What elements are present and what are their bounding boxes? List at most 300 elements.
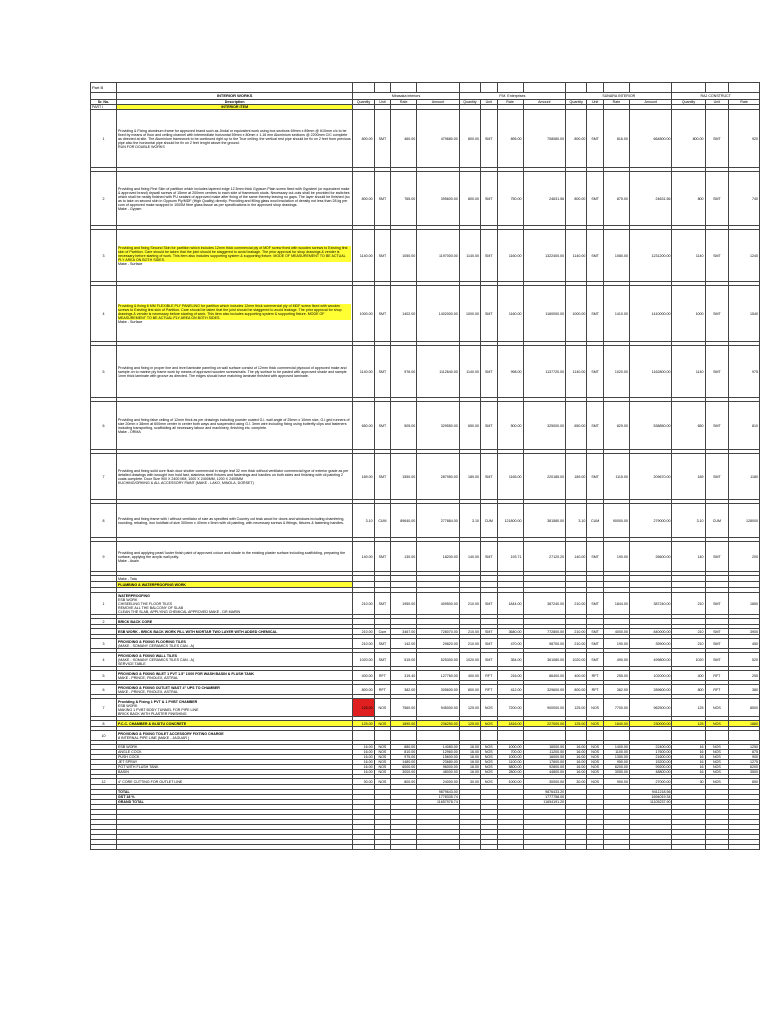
unit-cell: SMT [481, 172, 498, 226]
unit-cell: NOS [705, 750, 729, 755]
unit-cell: NOS [587, 745, 604, 750]
rate-cell: 7700.00 [603, 699, 629, 717]
amount-cell: 387240.00 [629, 593, 672, 615]
total-amount: 11657978.74 [417, 800, 460, 805]
item-row [91, 230, 760, 282]
quantity-cell: 1140.00 [353, 346, 374, 398]
unit-cell: SMT [481, 639, 498, 649]
make-note: Make - Surface [118, 261, 143, 266]
rate-header: Rate [603, 100, 629, 105]
unit-cell: SMT [705, 593, 729, 615]
item-number: 2 [91, 172, 117, 226]
unit-cell: SMT [587, 286, 604, 342]
quantity-cell: 16 [672, 755, 705, 760]
rate-cell: 362.00 [603, 685, 629, 695]
amount-cell: 387240.00 [523, 593, 566, 615]
quantity-cell: 800.00 [353, 110, 374, 168]
quantity-cell: 210.00 [459, 593, 480, 615]
quantity-cell: 16.00 [459, 770, 480, 775]
make-note: Make - Asain [118, 558, 139, 563]
empty-cell [629, 845, 672, 850]
unit-cell: NOS [481, 745, 498, 750]
amount-cell: 329600.00 [523, 685, 566, 695]
rate-cell: 1275 [729, 760, 760, 765]
quantity-cell: 189.00 [459, 454, 480, 500]
unit-cell: SMT [587, 230, 604, 282]
item-number: 10 [91, 731, 117, 741]
plumbing-item-detail: CLEAN THE SLAB, APPLYING CHEMICAL APPROVED MAKE - DR MARIN [118, 609, 241, 614]
unit-cell: NOS [374, 770, 391, 775]
rate-cell: 875 [729, 750, 760, 755]
rate-cell: 975 [729, 346, 760, 398]
unit-cell: NOS [587, 760, 604, 765]
unit-cell: SMT [481, 346, 498, 398]
total-amount: 9876433.20 [523, 790, 566, 795]
quantity-cell: 800.00 [459, 172, 480, 226]
rate-cell: 875.00 [603, 172, 629, 226]
make-note: RUN FOR DOUBLE WORKS [118, 144, 165, 149]
item-number: 3 [91, 639, 117, 649]
quantity-cell: 400.00 [459, 671, 480, 681]
unit-cell: RFT [481, 685, 498, 695]
amount-cell: 102000.00 [629, 671, 672, 681]
rate-cell: 1816.00 [497, 721, 523, 727]
unit-cell: NOS [374, 755, 391, 760]
unit-cell: SMT [587, 454, 604, 500]
unit-cell: SMT [705, 402, 729, 450]
quantity-cell: 650.00 [566, 402, 587, 450]
unit-header: Unit [587, 100, 604, 105]
unit-cell: SMT [587, 542, 604, 572]
quantity-header: Quantity [353, 100, 374, 105]
rate-cell: 1550.00 [391, 454, 417, 500]
unit-cell: RFT [587, 685, 604, 695]
item-description [117, 172, 353, 226]
make-note: Make - Gypsm [118, 206, 142, 211]
amount-cell: 772800.00 [523, 629, 566, 635]
rate-cell: 810.00 [391, 750, 417, 755]
quantity-cell: 30.00 [459, 779, 480, 785]
amount-header: Amount [417, 100, 460, 105]
total-label: TOTAL [117, 790, 353, 795]
vendor-name: Mirasaka interiors [353, 93, 459, 100]
amount-cell: 279000.00 [629, 504, 672, 538]
amount-header: Amount [629, 100, 672, 105]
plumbing-item-detail: 8 INTERNAL PIPE LINE (MAKE - JAGUAR ) [118, 735, 190, 740]
rate-cell: 319.40 [391, 671, 417, 681]
amount-cell: 1322400.00 [523, 230, 566, 282]
plumbing-item-name: PROVIDING & FIXING TOILET ACCESSORY FIXTING CHARGE [118, 731, 224, 736]
quantity-cell: 1140 [672, 346, 705, 398]
amount-cell: 525300.00 [417, 653, 460, 667]
rate-cell: 6200.00 [603, 765, 629, 770]
rate-cell: 89640.00 [391, 504, 417, 538]
unit-cell: NOS [587, 779, 604, 785]
quantity-cell: 210.00 [566, 629, 587, 635]
unit-cell: SMT [587, 639, 604, 649]
rate-cell: 460.00 [391, 110, 417, 168]
item-number: 5 [91, 671, 117, 681]
quantity-cell [353, 731, 374, 741]
plumbing-row [91, 593, 760, 615]
unit-cell: SMT [587, 172, 604, 226]
amount-cell: 325000.00 [523, 402, 566, 450]
rate-cell: 1080.00 [603, 230, 629, 282]
unit-cell: SMT [705, 230, 729, 282]
unit-cell: NOS [587, 770, 604, 775]
amount-cell: 44800.00 [523, 770, 566, 775]
empty-cell [497, 83, 523, 93]
empty-row [91, 845, 760, 850]
empty-cell [566, 845, 587, 850]
empty-cell [729, 83, 760, 93]
amount-cell: 92800.00 [523, 765, 566, 770]
rate-cell: 6000.00 [391, 765, 417, 770]
empty-cell [705, 845, 729, 850]
amount-cell: 209670.00 [629, 454, 672, 500]
fixture-name: POT WITH FLUSH TANK [117, 765, 353, 770]
item-description [117, 699, 353, 717]
plumbing-row [91, 653, 760, 667]
unit-cell: NOS [374, 699, 391, 717]
rate-cell: 900.00 [603, 779, 629, 785]
empty-cell [603, 845, 629, 850]
amount-cell: 227000.00 [523, 721, 566, 727]
fixture-name: PUSH COCK [117, 755, 353, 760]
rate-cell: 500.00 [497, 402, 523, 450]
unit-header: Unit [481, 100, 498, 105]
quantity-cell: 125.00 [566, 699, 587, 717]
unit-cell: SMT [705, 172, 729, 226]
item-description [117, 504, 353, 538]
rate-cell: 850 [729, 779, 760, 785]
unit-cell: NOS [587, 699, 604, 717]
amount-cell: 21600.00 [629, 755, 672, 760]
unit-cell: SMT [374, 542, 391, 572]
quantity-cell: 125.00 [459, 699, 480, 717]
vendor-name: RAJ CONSTRUCT [672, 93, 760, 100]
amount-cell: 96000.00 [417, 765, 460, 770]
unit-cell: SMT [374, 454, 391, 500]
unit-cell: SMT [481, 653, 498, 667]
amount-cell: 361080.00 [523, 653, 566, 667]
amount-cell: 1402000.00 [417, 286, 460, 342]
empty-cell [566, 83, 587, 93]
plumbing-item-detail: REMOVE ALL THE BALCONY OF SLAB [118, 605, 184, 610]
quantity-cell: 210 [672, 639, 705, 649]
plumbing-item-detail: BRICK BACK WITH PLASTER FINISHING [118, 711, 187, 716]
rate-cell: 255.00 [603, 671, 629, 681]
unit-cell: SMT [705, 346, 729, 398]
unit-cell: Cum [374, 629, 391, 635]
quantity-cell: 189 [672, 454, 705, 500]
unit-cell: SMT [481, 542, 498, 572]
quantity-cell: 30.00 [566, 779, 587, 785]
quantity-cell: 1020.00 [353, 653, 374, 667]
quantity-cell: 189.00 [566, 454, 587, 500]
total-amount: 1694019.34 [629, 795, 672, 800]
quantity-cell: 16.00 [353, 755, 374, 760]
item-number: 2 [91, 619, 117, 625]
description-text: Providing and fixing solid core flush door shutter commercial in single leaf 32 mm thick without ventilator commercial type of exterior grade as per detailed drawings with wrought iron hold fast, stainless steel fixtures and fastenings and handles on both sides and finishing with oil painting 2 coats complete. Door Size 900 X 2400 MM, 1000 X 2400MM, 1200 X 2400MM [118, 468, 349, 481]
unit-cell: SMT [705, 454, 729, 500]
amount-cell: 395600.00 [417, 172, 460, 226]
rate-cell: 1890.00 [391, 721, 417, 727]
plumbing-item-detail: (MAKE - SOMANY CERAMICS TILES CAN - A) [118, 643, 195, 648]
plumbing-row [91, 731, 760, 741]
amount-cell: 329550.00 [417, 402, 460, 450]
quantity-cell: 189.00 [353, 454, 374, 500]
rate-cell: 3467.00 [391, 629, 417, 635]
quantity-cell: 1000 [672, 286, 705, 342]
empty-cell [587, 845, 604, 850]
quantity-cell: 1140 [672, 230, 705, 282]
quantity-cell: 16.00 [353, 770, 374, 775]
unit-cell: NOS [481, 755, 498, 760]
unit-cell: NOS [587, 755, 604, 760]
description-text: Providing & Fixing aluminum frame for approved brand such as Jindal or equivalent work using box sections 69mm x 89mm @ 610mm c/c to be fixed by means of floor and ceiling channel with intermediate horizontal 59mm x 80mm x 1.16 mm Aluminium sections @ 2200mm C/C complete as directed at site. The Aluminium framework to be continued right up to the True ceiling. the vertical rest pipe should be fix on 2 feet from previous pipe also the horizontal pipe should be fix on 2 feet lenght above the ground. [118, 128, 351, 145]
empty-cell [391, 845, 417, 850]
quantity-cell: 125.00 [353, 699, 374, 717]
unit-cell: NOS [705, 755, 729, 760]
empty-cell [603, 83, 629, 93]
item-number: 4 [91, 286, 117, 342]
quantity-cell [672, 731, 705, 741]
quantity-cell: 210 [672, 593, 705, 615]
rate-cell: 1880 [729, 721, 760, 727]
rate-cell: 8500 [729, 699, 760, 717]
unit-cell: RFT [374, 671, 391, 681]
quantity-cell: 125 [672, 721, 705, 727]
rate-cell: 6200 [729, 765, 760, 770]
unit-cell: SMT [481, 110, 498, 168]
unit-cell [374, 731, 391, 741]
item-description [117, 230, 353, 282]
item-row [91, 454, 760, 500]
quantity-cell: 16 [672, 765, 705, 770]
rate-cell: 1850 [729, 593, 760, 615]
amount-cell [629, 731, 672, 741]
unit-cell: NOS [587, 750, 604, 755]
rate-cell: 900 [729, 755, 760, 760]
quantity-cell: 800.00 [353, 685, 374, 695]
quantity-cell: 16 [672, 745, 705, 750]
plumbing-row [91, 685, 760, 695]
rate-cell: 3900 [729, 629, 760, 635]
unit-cell: SMT [587, 346, 604, 398]
amount-cell: 17600.00 [629, 750, 672, 755]
quantity-cell: 1000.00 [353, 286, 374, 342]
rate-cell: 800.00 [391, 779, 417, 785]
rate-cell: 950.00 [603, 760, 629, 765]
unit-cell: NOS [374, 760, 391, 765]
plumbing-item-detail: ESB WORK [118, 703, 138, 708]
rate-cell: 740 [729, 172, 760, 226]
empty-cell [353, 83, 374, 93]
amount-cell: 24631.56 [523, 172, 566, 226]
unit-cell: NOS [481, 760, 498, 765]
quantity-cell: 16.00 [353, 760, 374, 765]
unit-cell [587, 731, 604, 741]
item-description [117, 685, 353, 695]
fixture-name: ESB WORK [117, 745, 353, 750]
empty-cell [374, 845, 391, 850]
quantity-cell: 16 [672, 770, 705, 775]
unit-cell: RFT [374, 685, 391, 695]
quantity-header: Quantity [566, 100, 587, 105]
empty-cell [587, 83, 604, 93]
item-description [117, 402, 353, 450]
empty-cell [353, 845, 374, 850]
comparison-table [90, 82, 760, 850]
item-description [117, 286, 353, 342]
empty-cell [523, 845, 566, 850]
amount-cell: 14080.00 [417, 745, 460, 750]
fixture-name: ANGLE COCK [117, 750, 353, 755]
empty-cell [374, 83, 391, 93]
amount-cell: 18200.00 [417, 542, 460, 572]
plumbing-row [91, 699, 760, 717]
rate-cell: 1160.00 [497, 286, 523, 342]
empty-cell [91, 93, 117, 100]
quantity-cell: 800 [672, 685, 705, 695]
item-number: 8 [91, 504, 117, 538]
amount-cell: 230000.00 [629, 721, 672, 727]
amount-cell [417, 731, 460, 741]
item-number: 1 [91, 110, 117, 168]
make-note: Make - Surface [118, 319, 143, 324]
quantity-cell: 400.00 [353, 671, 374, 681]
unit-cell: CUM [481, 504, 498, 538]
plumbing-row [91, 671, 760, 681]
quantity-cell: 16.00 [459, 765, 480, 770]
quantity-header: Quantity [459, 100, 480, 105]
amount-cell: 30000.00 [523, 779, 566, 785]
rate-cell: 810 [729, 402, 760, 450]
quantity-cell: 1000.00 [566, 286, 587, 342]
item-row [91, 346, 760, 398]
quantity-cell: 1140.00 [353, 230, 374, 282]
unit-cell: SMT [374, 172, 391, 226]
total-amount: 9879643.00 [417, 790, 460, 795]
amount-cell: 15200.00 [629, 760, 672, 765]
rate-cell: 1844.00 [603, 593, 629, 615]
empty-cell [417, 845, 460, 850]
unit-cell: RFT [705, 671, 729, 681]
empty-cell [523, 83, 566, 93]
rate-cell: 750.00 [497, 172, 523, 226]
empty-cell [459, 845, 480, 850]
unit-header: Unit [705, 100, 729, 105]
quantity-cell: 210.00 [353, 629, 374, 635]
unit-cell: CUM [374, 504, 391, 538]
unit-cell: SMT [705, 542, 729, 572]
quantity-cell: 1020 [672, 653, 705, 667]
rate-cell: 7560.00 [391, 699, 417, 717]
empty-cell [117, 845, 353, 850]
interior-item-header: INTERIOR ITEM [117, 105, 353, 110]
item-number: 7 [91, 454, 117, 500]
description-text: Providing and fixing frame with / without ventilator of size as specified with Country cut teak wood for doors and windows including chamfering, rounding, rebating, iron holdfast of size 300mm x 40mm x 5mm with oil painting, with necessary screws & fittings, fixtures & fastening handles. [118, 516, 345, 525]
rate-header: Rate [391, 100, 417, 105]
rate-cell: 382.00 [391, 685, 417, 695]
amount-cell: 1137720.00 [523, 346, 566, 398]
rate-cell: 1402.00 [391, 286, 417, 342]
unit-cell: NOS [481, 765, 498, 770]
rate-cell: 920 [729, 110, 760, 168]
quantity-cell: 16.00 [459, 745, 480, 750]
plumbing-item-detail: SERVICE TABLE [118, 661, 146, 666]
amount-cell: 86400.00 [523, 671, 566, 681]
amount-cell: 305600.00 [417, 685, 460, 695]
quantity-cell: 3.10 [566, 504, 587, 538]
quantity-cell: 650 [672, 402, 705, 450]
quantity-cell: 800.00 [566, 110, 587, 168]
unit-cell: SMT [374, 653, 391, 667]
quantity-cell: 210 [672, 629, 705, 635]
item-description [117, 110, 353, 168]
amount-cell: 1162800.00 [629, 346, 672, 398]
rate-cell [729, 731, 760, 741]
rate-cell: 1165.00 [497, 454, 523, 500]
item-number: 12 [91, 779, 117, 785]
rate-cell: 3680.00 [497, 629, 523, 635]
unit-cell: NOS [374, 721, 391, 727]
empty-cell [481, 845, 498, 850]
item-description [117, 653, 353, 667]
rate-cell: 1400.00 [603, 745, 629, 750]
quantity-cell: 3.10 [672, 504, 705, 538]
amount-cell: 1410000.00 [629, 286, 672, 342]
quantity-cell: 800.00 [672, 110, 705, 168]
rate-cell: 7200.00 [497, 699, 523, 717]
rate-cell: 216.00 [497, 671, 523, 681]
empty-cell [91, 845, 117, 850]
total-amount: 11105237.90 [629, 800, 672, 805]
unit-cell: CUM [587, 504, 604, 538]
amount-cell: 99200.00 [629, 765, 672, 770]
rate-cell: 1100.00 [603, 750, 629, 755]
quantity-cell: 140 [672, 542, 705, 572]
plumbing-item-detail: MAKE - PRINCE, FINOLEX, ASTRAL [118, 689, 179, 694]
plumbing-item-detail: (MAKE - SOMANY CERAMICS TILES CAN - A) [118, 657, 195, 662]
quantity-cell [566, 731, 587, 741]
rate-cell: 829.00 [603, 402, 629, 450]
plumbing-item-name: ESB WORK - BRICK BACK WORK FILL WITH MORTAR TWO LAYER WITH ADDED CHEMICAL [118, 629, 278, 634]
quantity-cell: 16.00 [566, 745, 587, 750]
quantity-cell: 16.00 [353, 765, 374, 770]
unit-cell: NOS [705, 765, 729, 770]
item-number: 8 [91, 721, 117, 727]
unit-cell: SMT [481, 454, 498, 500]
amount-cell: 1197000.00 [417, 230, 460, 282]
amount-cell: 1160000.00 [523, 286, 566, 342]
amount-cell: 708080.00 [523, 110, 566, 168]
amount-cell: 17600.00 [523, 760, 566, 765]
rate-cell: 3500 [729, 770, 760, 775]
make-note: KUCHING/ORKING & ALL ACCESSORY PAINT (MAKE - LAKO, MINOLA, DORSET) [118, 480, 254, 485]
unit-cell: NOS [705, 779, 729, 785]
quantity-cell: 400.00 [566, 671, 587, 681]
empty-cell [672, 845, 705, 850]
vendor-row [91, 93, 760, 100]
quantity-cell: 650.00 [353, 402, 374, 450]
unit-cell: NOS [705, 760, 729, 765]
description-text: Providing and fixing First Skin of partition which includes tapered edge 12.5mm thick Gypsum Plain screw fixed with Gypsteel (or equivalent make & approved brand) drywall screws of 15mm at 200mm centres to each side of framework studs. Necessary cut-outs shall be provided for switches which shall be neatly finished with PU sealant of approved make after fixing of the same thereby leaving no gaps. The layer should be finished (so as to take on second skin in Gypsum Ply/MDF (High Quality) directly. Providing and filling glass wool insulation of density not less than 28 kg per cum of approved make wrapped in 1000M fibre glass tissue as per specifications in the approved shop drawings. [118, 186, 350, 207]
empty-cell [391, 83, 417, 93]
amount-cell: 277884.00 [417, 504, 460, 538]
unit-header: Unit [374, 100, 391, 105]
